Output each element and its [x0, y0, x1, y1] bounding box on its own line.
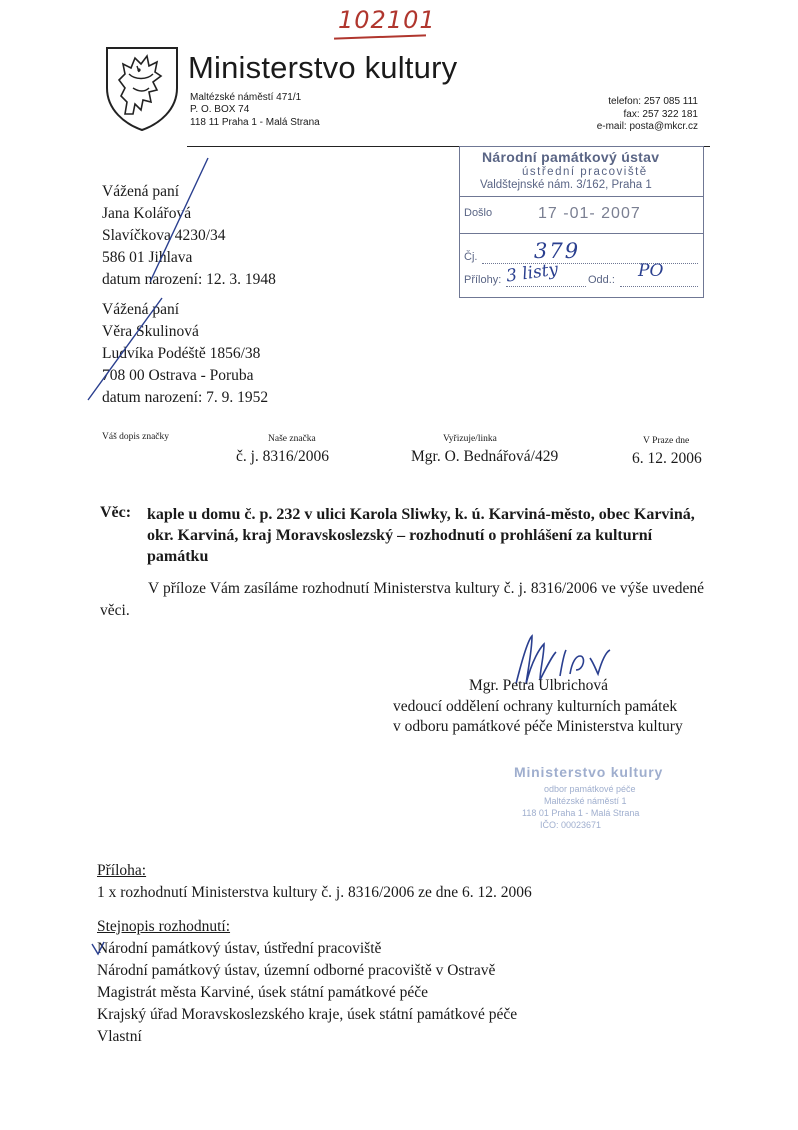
signature-name: Mgr. Petra Ulbrichová [469, 677, 609, 694]
recipient-name: Věra Skulinová [102, 323, 199, 340]
coat-of-arms-icon [103, 44, 181, 132]
handled-by-value: Mgr. O. Bednářová/429 [411, 448, 559, 465]
ministry-address-line: 118 11 Praha 1 - Malá Strana [190, 117, 320, 128]
check-mark-icon [90, 940, 106, 958]
recipient-street: Slavíčkova 4230/34 [102, 227, 226, 244]
ministry-stamp-line: Ministerstvo kultury [514, 764, 664, 780]
handwritten-underline [334, 34, 426, 39]
ministry-stamp-line: odbor památkové péče [544, 784, 636, 794]
copies-item: Magistrát města Karviné, úsek státní památkové péče [97, 984, 428, 1001]
received-date: 17 -01- 2007 [538, 205, 641, 222]
registry-stamp-subtitle: ústřední pracoviště [522, 166, 648, 178]
our-ref-label: Naše značka [268, 434, 316, 444]
your-letter-label: Váš dopis značky [102, 432, 170, 442]
recipient-name: Jana Kolářová [102, 205, 192, 222]
dept-dotted-line [620, 286, 698, 287]
received-label: Došlo [464, 207, 493, 219]
recipient-city: 586 01 Jihlava [102, 249, 193, 266]
ministry-fax: fax: 257 322 181 [623, 109, 698, 120]
ref-label: Čj. [464, 251, 478, 263]
ref-value: 379 [534, 239, 581, 263]
ministry-stamp-line: IČO: 00023671 [540, 820, 602, 830]
registry-stamp-address: Valdštejnské nám. 3/162, Praha 1 [480, 179, 652, 191]
copies-item: Národní památkový ústav, územní odborné pracoviště v Ostravě [97, 962, 496, 979]
ref-dotted-line [482, 263, 698, 264]
dept-value: PO [638, 261, 664, 281]
ministry-phone: telefon: 257 085 111 [608, 96, 698, 107]
recipient-birth-date: datum narození: 7. 9. 1952 [102, 389, 269, 406]
recipient-salutation: Vážená paní [102, 183, 180, 200]
ministry-address-line: Maltézské náměstí 471/1 [190, 92, 302, 103]
subject-label: Věc: [100, 504, 132, 521]
ministry-stamp [490, 760, 710, 840]
handwritten-registration-number: 102101 [338, 6, 436, 34]
our-ref-value: č. j. 8316/2006 [236, 448, 329, 465]
recipient-birth-date: datum narození: 12. 3. 1948 [102, 271, 276, 288]
registry-stamp [459, 146, 704, 298]
attachment-heading: Příloha: [97, 862, 147, 879]
attachment-item: 1 x rozhodnutí Ministerstva kultury č. j. 8316/2006 ze dne 6. 12. 2006 [97, 884, 532, 901]
body-paragraph: V příloze Vám zasíláme rozhodnutí Ministerstva kultury č. j. 8316/2006 ve výše uvedené věci. [100, 580, 704, 619]
place-date-value: 6. 12. 2006 [632, 450, 702, 467]
registry-stamp-title: Národní památkový ústav [482, 149, 660, 165]
signature-role: vedoucí oddělení ochrany kulturních památek [393, 698, 678, 715]
ministry-address-line: P. O. BOX 74 [190, 104, 250, 115]
copies-item: Krajský úřad Moravskoslezského kraje, úsek státní památkové péče [97, 1006, 518, 1023]
place-date-label: V Praze dne [643, 436, 690, 446]
recipient-city: 708 00 Ostrava - Poruba [102, 367, 254, 384]
attachments-dotted-line [506, 286, 586, 287]
handwritten-strike-lines [80, 150, 220, 410]
copies-heading: Stejnopis rozhodnutí: [97, 918, 231, 935]
recipient-street: Ludvíka Podéště 1856/38 [102, 345, 261, 362]
signature-role: v odboru památkové péče Ministerstva kultury [393, 718, 683, 735]
dept-label: Odd.: [588, 274, 615, 286]
ministry-stamp-line: 118 01 Praha 1 - Malá Strana [522, 808, 640, 818]
recipient-salutation: Vážená paní [102, 301, 180, 318]
registry-stamp-divider [460, 196, 703, 197]
registry-stamp-divider [460, 233, 703, 234]
copies-item: Vlastní [97, 1028, 142, 1045]
subject-text: kaple u domu č. p. 232 v ulici Karola Sliwky, k. ú. Karviná-město, obec Karviná, okr. Karviná, kraj Moravskoslezský – rozhodnutí o prohlášení za kulturní památku [147, 506, 695, 565]
ministry-email: e-mail: posta@mkcr.cz [596, 121, 698, 132]
copies-item: Národní památkový ústav, ústřední pracoviště [97, 940, 382, 957]
ministry-name: Ministerstvo kultury [188, 50, 458, 85]
ministry-stamp-line: Maltézské náměstí 1 [544, 796, 627, 806]
attachments-value: 3 listy [504, 259, 560, 287]
handled-by-label: Vyřizuje/linka [443, 434, 497, 444]
attachments-label: Přílohy: [464, 274, 502, 286]
